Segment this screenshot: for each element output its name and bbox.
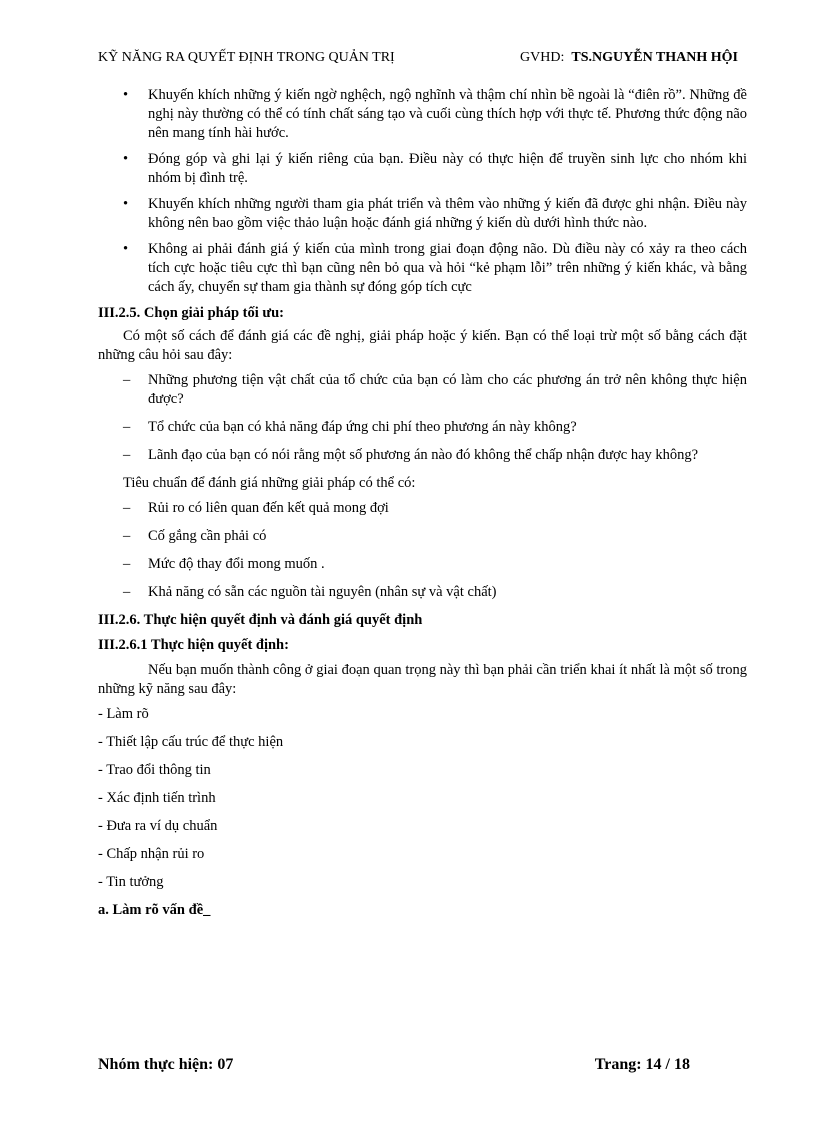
dash-mark: –: [123, 500, 131, 516]
bullet-mark: •: [123, 87, 129, 103]
list-item: [98, 499, 747, 518]
sub-heading-a: a. Làm rõ vấn đề_: [98, 902, 211, 918]
footer-page-number: Trang: 14 / 18: [594, 1056, 690, 1073]
list-item: [98, 446, 747, 465]
list-item: - Xác định tiến trình: [98, 790, 216, 806]
dash-mark: –: [123, 419, 131, 435]
list-item: [98, 583, 747, 602]
dash-mark: –: [123, 584, 131, 600]
section-heading-226: III.2.6. Thực hiện quyết định và đánh giá quyết định: [98, 612, 423, 628]
list-item: [98, 86, 747, 143]
bullet-mark: •: [123, 151, 129, 167]
list-item-text: Không ai phải đánh giá ý kiến của mình trong giai đoạn động não. Dù điều này có xảy ra theo cách tích cực hoặc tiêu cực thì bạn cũng nên bỏ qua và hỏi “kẻ phạm lỗi” trên những ý kiến khác, và bằng cách ấy, chuyển sự tham gia thành sự đóng góp tích cực: [148, 241, 747, 295]
list-item: [98, 240, 747, 297]
dash-mark: –: [123, 447, 131, 463]
section-heading-2261: III.2.6.1 Thực hiện quyết định:: [98, 637, 289, 653]
bullet-list: [98, 86, 747, 297]
bullet-mark: •: [123, 241, 129, 257]
list-item-text: Mức độ thay đổi mong muốn .: [148, 556, 325, 572]
list-item: - Chấp nhận rủi ro: [98, 846, 205, 862]
header-title: KỸ NĂNG RA QUYẾT ĐỊNH TRONG QUẢN TRỊ: [98, 50, 395, 65]
criteria-intro: Tiêu chuẩn để đánh giá những giải pháp có thể có:: [123, 475, 416, 491]
page-footer: [98, 1056, 690, 1078]
criteria-list: [98, 499, 747, 602]
list-item: - Đưa ra ví dụ chuẩn: [98, 818, 218, 834]
list-item-text: Rủi ro có liên quan đến kết quả mong đợi: [148, 500, 389, 516]
skills-list: [98, 705, 747, 892]
section-226-intro: Nếu bạn muốn thành công ở giai đoạn quan trọng này thì bạn phải cần triển khai ít nhất là một số trong những kỹ năng sau đây:: [98, 662, 747, 697]
list-item: [98, 195, 747, 233]
list-item-text: Những phương tiện vật chất của tổ chức của bạn có làm cho các phương án trở nên không thực hiện được?: [148, 372, 747, 407]
bullet-mark: •: [123, 196, 129, 212]
list-item: [98, 527, 747, 546]
footer-group: Nhóm thực hiện: 07: [98, 1056, 234, 1073]
list-item-text: Khả năng có sẵn các nguồn tài nguyên (nhân sự và vật chất): [148, 584, 497, 600]
dash-mark: –: [123, 528, 131, 544]
header-gvhd-name: TS.NGUYỄN THANH HỘI: [571, 50, 738, 65]
list-item-text: Lãnh đạo của bạn có nói rằng một số phương án nào đó không thể chấp nhận được hay không?: [148, 447, 699, 463]
list-item-text: Khuyến khích những ý kiến ngờ nghệch, ngộ nghĩnh và thậm chí nhìn bề ngoài là “điên rồ”. Những đề nghị này thường có thể có tính chất sáng tạo và cuối cùng thích hợp với thực tế. Phương thức động não nên mang tính hài hước.: [148, 87, 747, 141]
list-item: [98, 371, 747, 409]
list-item: [98, 418, 747, 437]
header-gvhd-label: GVHD:: [520, 50, 565, 65]
list-item: [98, 555, 747, 574]
dash-mark: –: [123, 372, 131, 388]
dash-mark: –: [123, 556, 131, 572]
section-heading-225: III.2.5. Chọn giải pháp tối ưu:: [98, 305, 284, 321]
list-item-text: Khuyến khích những người tham gia phát triển và thêm vào những ý kiến đã được ghi nhận. Điều này không nên bao gồm việc thảo luận hoặc đánh giá những ý kiến dù dưới hình thức nào.: [148, 196, 747, 231]
list-item: - Làm rõ: [98, 706, 149, 722]
list-item: [98, 150, 747, 188]
list-item: - Thiết lập cấu trúc để thực hiện: [98, 734, 284, 750]
list-item: - Trao đổi thông tin: [98, 762, 211, 778]
page-header: [98, 50, 738, 70]
document-body: [98, 86, 747, 924]
list-item: - Tin tưởng: [98, 874, 164, 890]
list-item-text: Đóng góp và ghi lại ý kiến riêng của bạn. Điều này có thực hiện để truyền sinh lực cho nhóm khi nhóm bị đình trệ.: [148, 151, 747, 186]
list-item-text: Tổ chức của bạn có khả năng đáp ứng chi phí theo phương án này không?: [148, 419, 577, 435]
header-instructor: [520, 50, 738, 66]
list-item-text: Cố gắng cần phải có: [148, 528, 267, 544]
section-225-intro: Có một số cách để đánh giá các đề nghị, giải pháp hoặc ý kiến. Bạn có thể loại trừ một số bằng cách đặt những câu hỏi sau đây:: [98, 328, 747, 363]
question-list: [98, 371, 747, 465]
